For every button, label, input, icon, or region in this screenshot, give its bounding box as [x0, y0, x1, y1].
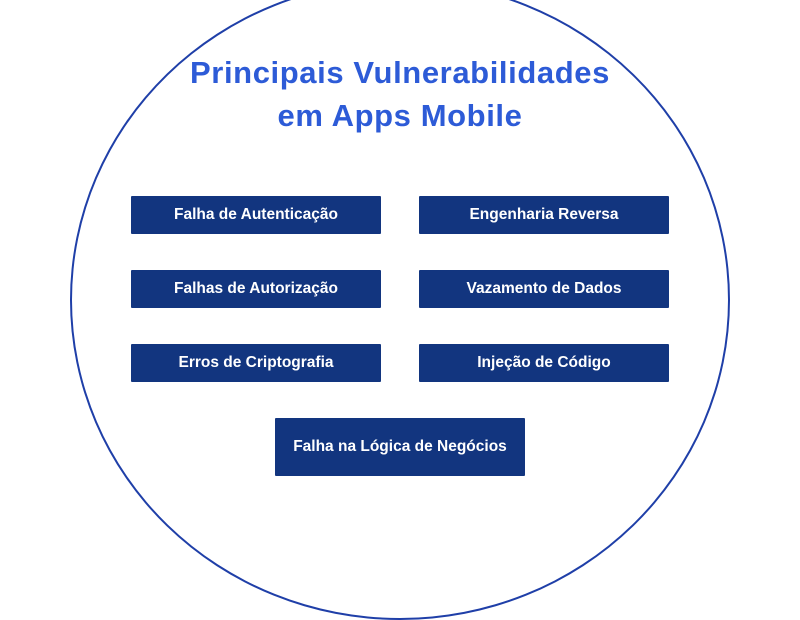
vulnerability-chip-code-injection[interactable]: Injeção de Código — [419, 344, 669, 382]
grid-row — [0, 196, 800, 234]
grid-row-bottom — [0, 418, 800, 476]
grid-row — [0, 344, 800, 382]
vulnerability-grid — [0, 196, 800, 476]
title-text — [0, 52, 800, 138]
vulnerability-chip-authorization[interactable]: Falhas de Autorização — [131, 270, 381, 308]
title-line-1: Principais Vulnerabilidades — [190, 55, 610, 90]
vulnerability-chip-cryptography[interactable]: Erros de Criptografia — [131, 344, 381, 382]
vulnerability-chip-business-logic[interactable]: Falha na Lógica de Negócios — [275, 418, 525, 476]
vulnerability-chip-reverse-engineering[interactable]: Engenharia Reversa — [419, 196, 669, 234]
page-title — [0, 52, 800, 138]
title-line-2: em Apps Mobile — [277, 97, 523, 133]
vulnerability-chip-authentication[interactable]: Falha de Autenticação — [131, 196, 381, 234]
vulnerability-chip-data-leak[interactable]: Vazamento de Dados — [419, 270, 669, 308]
grid-row — [0, 270, 800, 308]
